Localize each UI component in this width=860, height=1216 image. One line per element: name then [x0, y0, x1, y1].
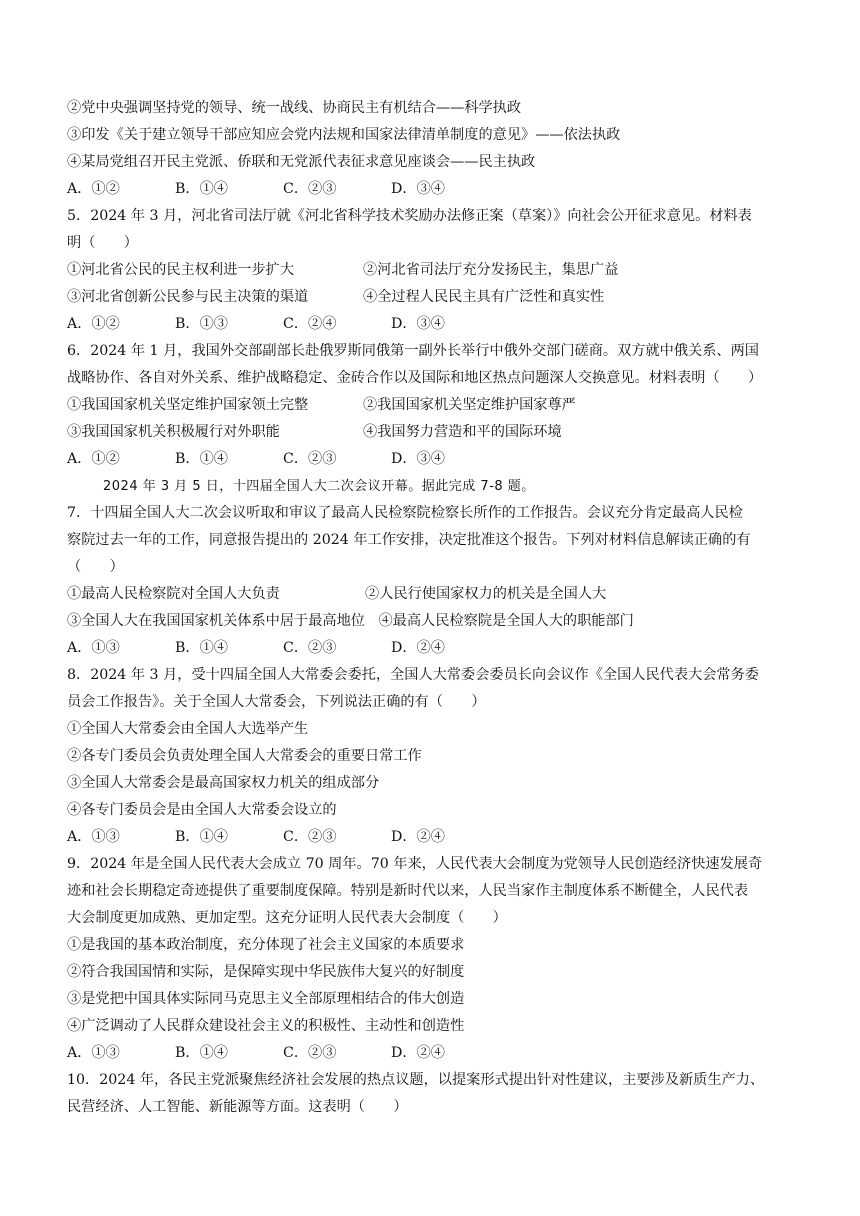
option-1: ①全国人大常委会由全国人大选举产生	[67, 721, 309, 737]
choice-d: D．②④	[391, 1045, 445, 1061]
option-3: ③我国国家机关积极履行对外职能	[67, 424, 280, 440]
choice-b: B．①④	[175, 1045, 228, 1061]
question-stem: 民营经济、人工智能、新能源等方面。这表明（ ）	[67, 1099, 408, 1115]
option-4: ④我国努力营造和平的国际环境	[363, 424, 562, 440]
answer-choices	[67, 1040, 794, 1067]
question-stem: 9．2024 年是全国人民代表大会成立 70 周年。70 年来，人民代表大会制度为党领导人民创造经济快速发展奇	[67, 856, 763, 872]
question-stem: 8．2024 年 3 月，受十四届全国人大常委会委托，全国人大常委会委员长向会议作《全国人民代表大会常务委	[67, 667, 759, 683]
option-3: ③全国人大常委会是最高国家权力机关的组成部分	[67, 775, 380, 791]
choice-d: D．②④	[391, 640, 445, 656]
choice-c: C．②③	[283, 451, 337, 467]
option-2: ②符合我国国情和实际，是保障实现中华民族伟大复兴的好制度	[67, 964, 465, 980]
answer-choices	[67, 176, 794, 203]
choice-b: B．①④	[175, 451, 228, 467]
question-stem: 6．2024 年 1 月，我国外交部副部长赴俄罗斯同俄第一副外长举行中俄外交部门磋商。双方就中俄关系、两国	[67, 343, 759, 359]
question-stem: 员会工作报告》。关于全国人大常委会，下列说法正确的有（ ）	[67, 694, 486, 710]
choice-a: A．①②	[67, 316, 120, 332]
choice-d: D．③④	[391, 181, 445, 197]
option-2: ②各专门委员会负责处理全国人大常委会的重要日常工作	[67, 748, 422, 764]
choice-a: A．①②	[67, 181, 120, 197]
option-1: ①最高人民检察院对全国人大负责	[67, 586, 280, 602]
choice-c: C．②③	[283, 181, 337, 197]
option-line: ④某局党组召开民主党派、侨联和无党派代表征求意见座谈会——民主执政	[67, 154, 536, 170]
option-4: ④各专门委员会是由全国人大常委会设立的	[67, 802, 337, 818]
choice-a: A．①③	[67, 829, 120, 845]
choice-d: D．③④	[391, 316, 445, 332]
option-3: ③河北省创新公民参与民主决策的渠道	[67, 289, 309, 305]
option-row	[67, 392, 794, 419]
choice-d: D．③④	[391, 451, 445, 467]
option-3: ③是党把中国具体实际同马克思主义全部原理相结合的伟大创造	[67, 991, 465, 1007]
choice-c: C．②③	[283, 829, 337, 845]
choice-b: B．①④	[175, 829, 228, 845]
question-stem: 察院过去一年的工作，同意报告提出的 2024 年工作安排，决定批准这个报告。下列对材料信息解读正确的有	[67, 532, 751, 548]
option-1: ①河北省公民的民主权利进一步扩大	[67, 262, 295, 278]
option-row	[67, 284, 794, 311]
option-line: ②党中央强调坚持党的领导、统一战线、协商民主有机结合——科学执政	[67, 100, 522, 116]
answer-choices	[67, 311, 794, 338]
option-1: ①是我国的基本政治制度，充分体现了社会主义国家的本质要求	[67, 937, 465, 953]
option-row	[67, 581, 794, 608]
option-2: ②我国国家机关坚定维护国家尊严	[363, 397, 576, 413]
question-stem: 大会制度更加成熟、更加定型。这充分证明人民代表大会制度（ ）	[67, 910, 507, 926]
option-2: ②河北省司法厅充分发扬民主，集思广益	[363, 262, 619, 278]
question-stem: 5．2024 年 3 月，河北省司法厅就《河北省科学技术奖励办法修正案（草案）》向社会公开征求意见。材料表	[67, 208, 752, 224]
choice-a: A．①③	[67, 640, 120, 656]
question-stem: 7．十四届全国人大二次会议听取和审议了最高人民检察院检察长所作的工作报告。会议充分肯定最高人民检	[67, 505, 743, 521]
answer-choices	[67, 635, 794, 662]
question-stem: 战略协作、各自对外关系、维护战略稳定、金砖合作以及国际和地区热点问题深人交换意见。材料表明（ ）	[67, 370, 763, 386]
choice-a: A．①③	[67, 1045, 120, 1061]
question-stem: 10．2024 年，各民主党派聚焦经济社会发展的热点议题，以提案形式提出针对性建议，主要涉及新质生产力、	[67, 1072, 765, 1088]
option-line: ③印发《关于建立领导干部应知应会党内法规和国家法律清单制度的意见》——依法执政	[67, 127, 621, 143]
question-stem: 迹和社会长期稳定奇迹提供了重要制度保障。特别是新时代以来，人民当家作主制度体系不断健全，人民代表	[67, 883, 749, 899]
section-intro: 2024 年 3 月 5 日，十四届全国人大二次会议开幕。据此完成 7-8 题。	[103, 479, 535, 494]
answer-choices	[67, 446, 794, 473]
choice-c: C．②③	[283, 640, 337, 656]
option-3: ③全国人大在我国国家机关体系中居于最高地位	[67, 613, 365, 629]
choice-b: B．①④	[175, 181, 228, 197]
option-row	[67, 608, 794, 635]
answer-choices	[67, 824, 794, 851]
question-stem: （ ）	[67, 559, 124, 575]
option-1: ①我国国家机关坚定维护国家领土完整	[67, 397, 309, 413]
choice-b: B．①④	[175, 640, 228, 656]
option-row	[67, 419, 794, 446]
choice-d: D．②④	[391, 829, 445, 845]
choice-a: A．①②	[67, 451, 120, 467]
option-4: ④广泛调动了人民群众建设社会主义的积极性、主动性和创造性	[67, 1018, 465, 1034]
choice-b: B．①③	[175, 316, 228, 332]
option-row	[67, 257, 794, 284]
question-stem: 明（ ）	[67, 235, 138, 251]
option-2: ②人民行使国家权力的机关是全国人大	[365, 586, 607, 602]
choice-c: C．②④	[283, 316, 337, 332]
choice-c: C．②③	[283, 1045, 337, 1061]
option-4: ④最高人民检察院是全国人大的职能部门	[378, 613, 634, 629]
option-4: ④全过程人民民主具有广泛性和真实性	[363, 289, 605, 305]
